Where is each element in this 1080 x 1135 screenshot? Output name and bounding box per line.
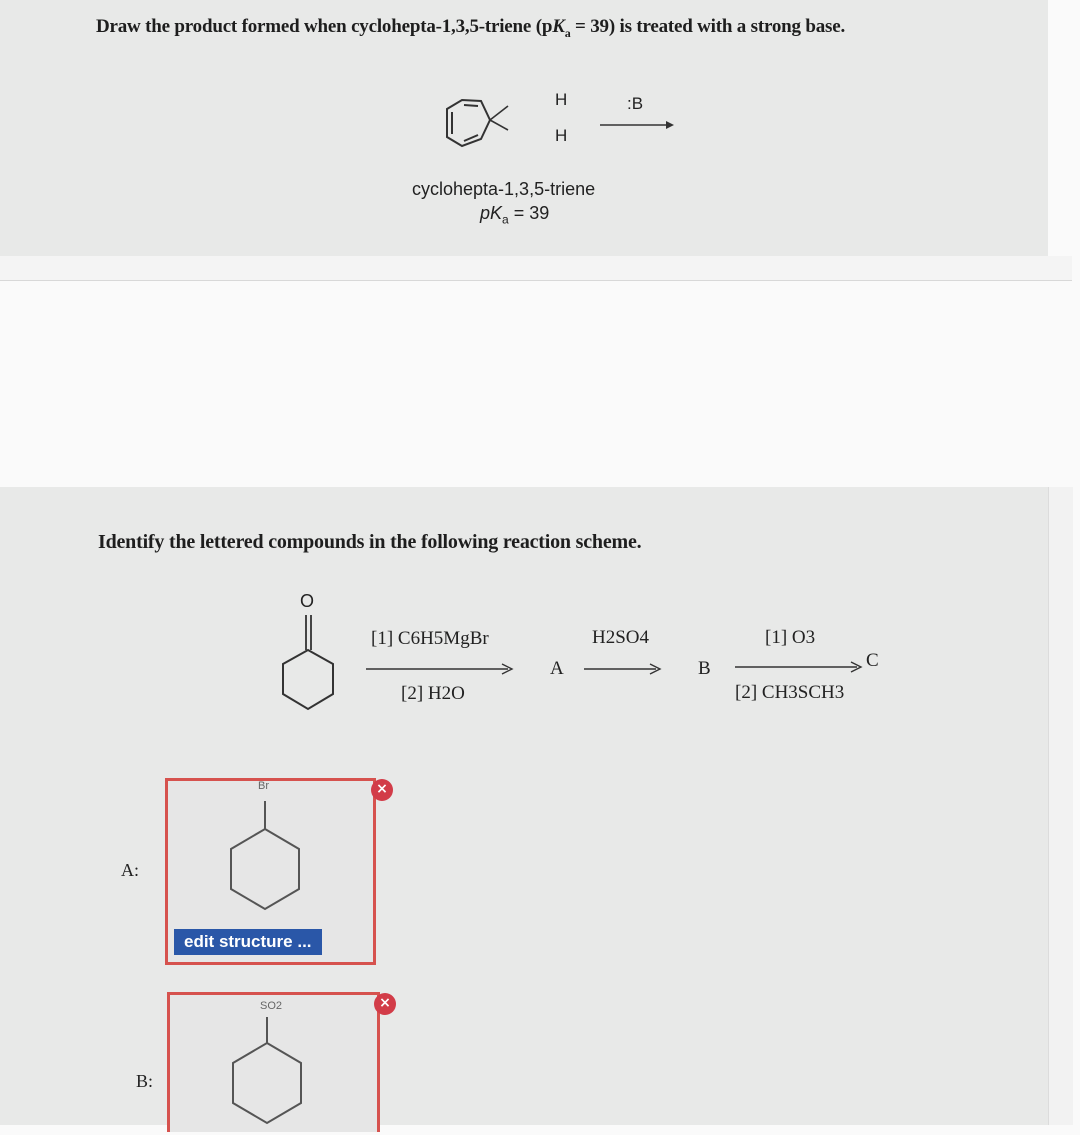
reaction-arrow-4 (735, 661, 865, 673)
pka-label: $pK_a = 39$ (480, 203, 550, 227)
bromine-label: Br (258, 780, 269, 792)
bromocyclohexane-structure (220, 795, 310, 925)
question-1-panel (0, 0, 1048, 256)
reaction-arrow-3 (584, 663, 664, 675)
panel-1-footer (0, 256, 1072, 281)
question-2-text: Identify the lettered compounds in the following reaction scheme. (98, 531, 642, 553)
panel-2-scrollbar[interactable] (1048, 487, 1073, 1125)
oxygen-label: O (300, 591, 315, 611)
compound-name: cyclohepta-1,3,5-triene (412, 179, 596, 199)
hydrogen-top-label: H (555, 90, 568, 109)
edit-structure-button[interactable]: edit structure ... (174, 929, 322, 955)
cyclohexanone-structure (275, 595, 355, 715)
reagent-2: H2SO4 (592, 627, 650, 648)
compound-c-label: C (866, 650, 879, 671)
reagent-3-top: [1] O3 (765, 627, 816, 648)
remove-answer-a-icon[interactable]: × (371, 779, 393, 801)
cycloheptatriene-structure (440, 76, 600, 166)
cyclohexyl-so2-structure (222, 1005, 312, 1135)
base-label: :B (627, 94, 644, 113)
answer-a-structure-box[interactable] (165, 778, 376, 965)
reagent-3-bottom: [2] CH3SCH3 (735, 682, 845, 703)
reaction-arrow-2 (366, 663, 516, 675)
answer-b-label: B: (136, 1071, 154, 1091)
compound-b-label: B (698, 658, 711, 679)
so2-label: SO2 (260, 1000, 283, 1012)
question-1-text: Draw the product formed when cyclohepta-1,3,5-triene $(pK_a = 39)$ is treated with a strong base. (96, 16, 846, 40)
compound-a-label: A (550, 658, 564, 679)
question-2-panel (0, 487, 1048, 1125)
answer-b-structure-box[interactable] (167, 992, 380, 1132)
reagent-1-bottom: [2] H2O (401, 683, 465, 704)
reaction-arrow-1 (598, 118, 678, 132)
answer-a-label: A: (121, 860, 139, 880)
remove-answer-b-icon[interactable]: × (374, 993, 396, 1015)
hydrogen-bottom-label: H (555, 126, 568, 145)
reagent-1-top: [1] C6H5MgBr (371, 628, 489, 649)
